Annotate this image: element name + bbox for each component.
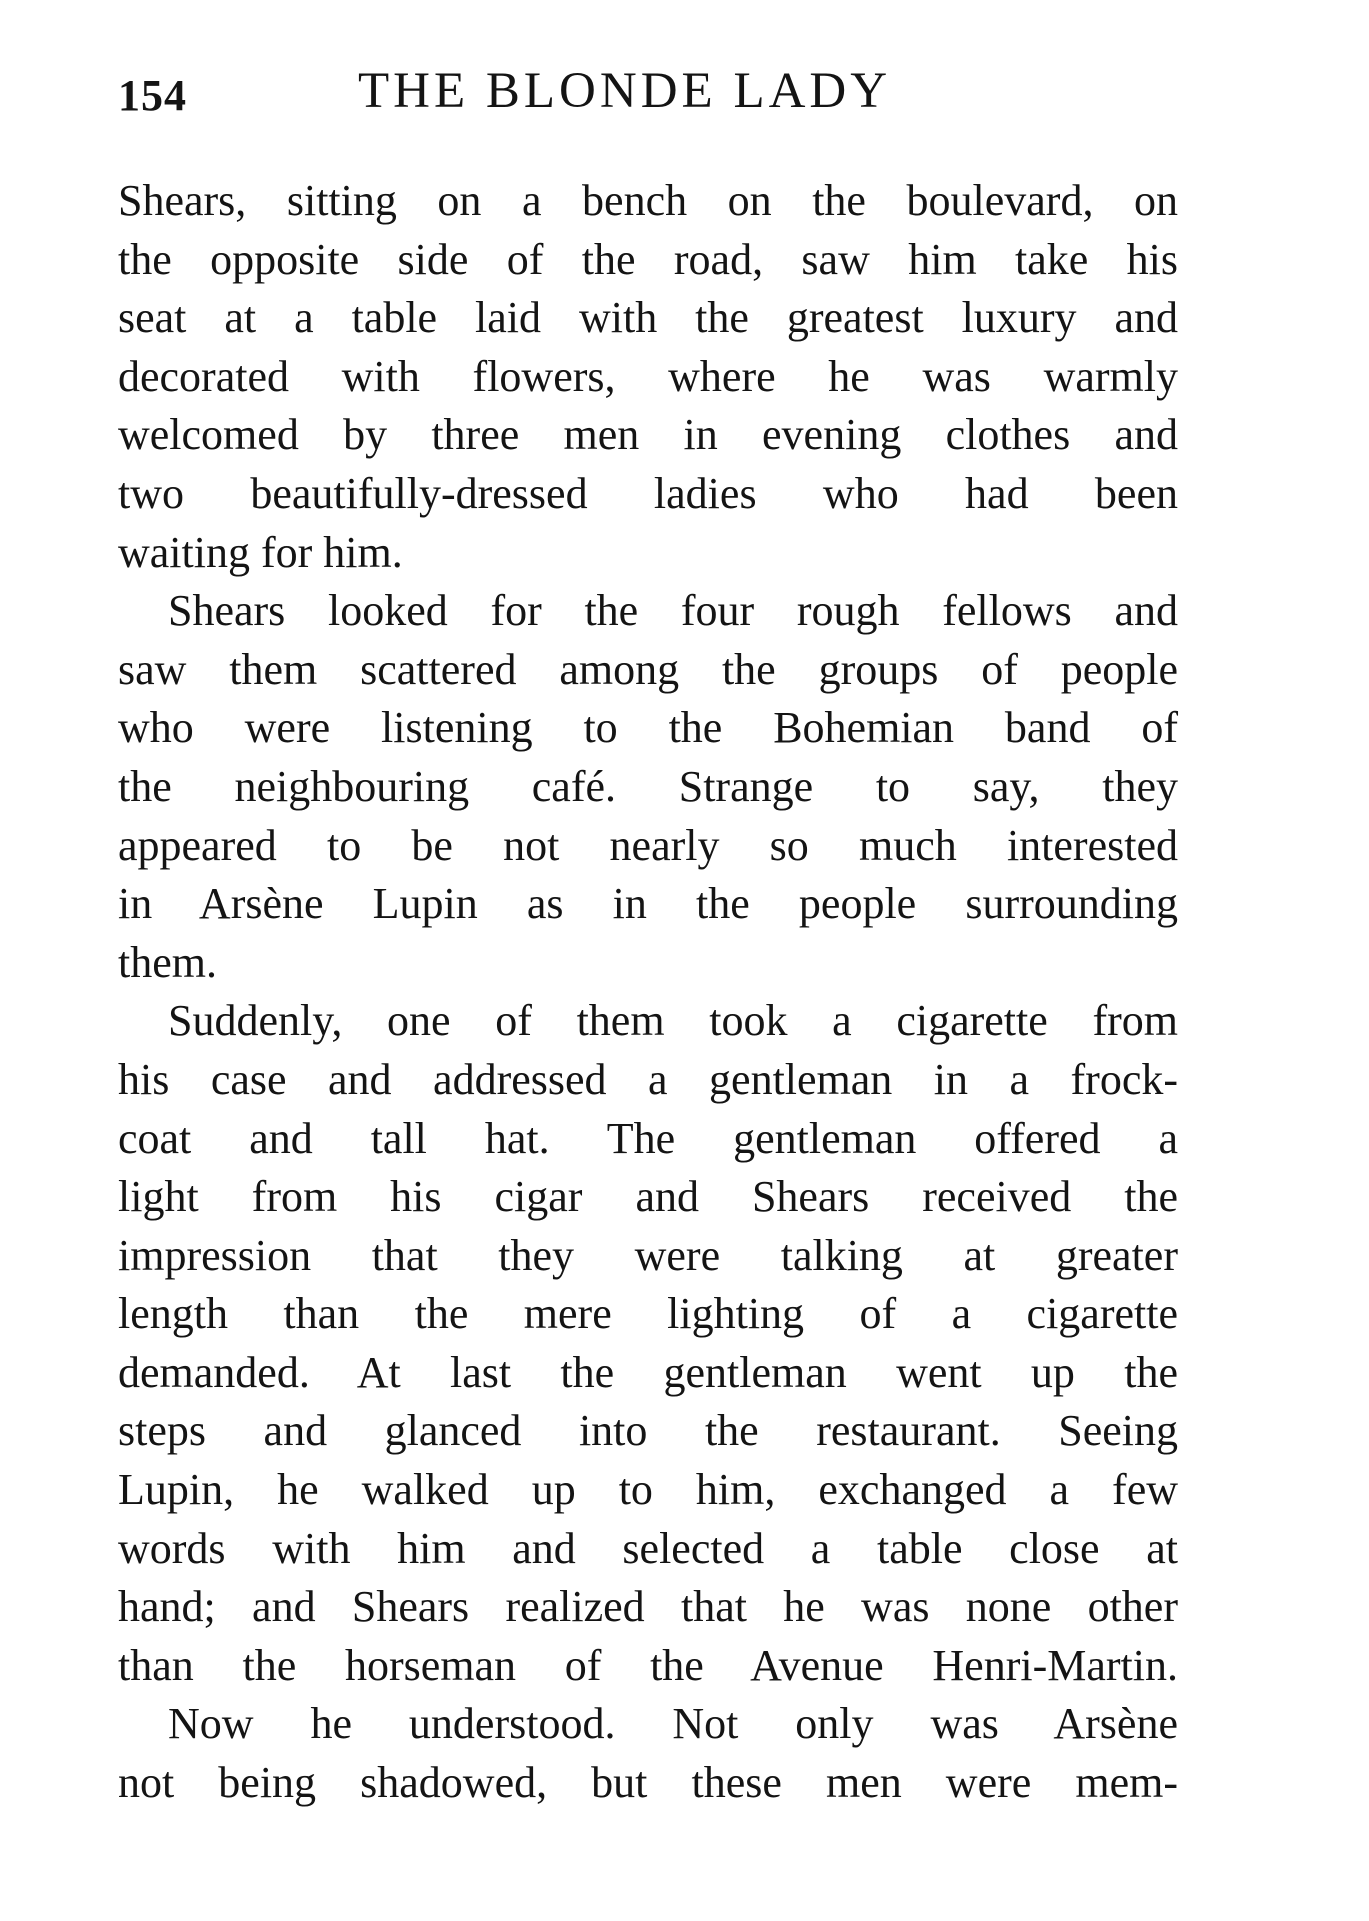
page-header bbox=[118, 62, 1178, 132]
text-line: steps and glanced into the restaurant. Seeing bbox=[118, 1406, 1178, 1456]
body-text bbox=[118, 172, 1178, 1813]
text-line: welcomed by three men in evening clothes and bbox=[118, 410, 1178, 460]
paragraph-2 bbox=[118, 582, 1178, 992]
text-line: than the horseman of the Avenue Henri-Martin. bbox=[118, 1640, 1178, 1690]
text-line: in Arsène Lupin as in the people surrounding bbox=[118, 879, 1178, 929]
text-line: not being shadowed, but these men were mem- bbox=[118, 1758, 1178, 1808]
text-line: two beautifully-dressed ladies who had been bbox=[118, 468, 1178, 518]
text-line: seat at a table laid with the greatest luxury and bbox=[118, 293, 1178, 343]
text-line: Shears looked for the four rough fellows and bbox=[168, 586, 1178, 636]
text-line: appeared to be not nearly so much interested bbox=[118, 820, 1178, 870]
text-line: hand; and Shears realized that he was none other bbox=[118, 1582, 1178, 1632]
text-line: saw them scattered among the groups of people bbox=[118, 644, 1178, 694]
text-line: them. bbox=[118, 937, 217, 987]
text-line: waiting for him. bbox=[118, 527, 403, 577]
text-line: who were listening to the Bohemian band of bbox=[118, 703, 1178, 753]
running-head: THE BLONDE LADY bbox=[358, 63, 892, 119]
text-line: his case and addressed a gentleman in a frock- bbox=[118, 1054, 1178, 1104]
text-line: words with him and selected a table close at bbox=[118, 1523, 1178, 1573]
page-number: 154 bbox=[118, 71, 187, 120]
text-line: Lupin, he walked up to him, exchanged a few bbox=[118, 1465, 1178, 1515]
text-line: Suddenly, one of them took a cigarette from bbox=[168, 996, 1178, 1046]
text-line: Now he understood. Not only was Arsène bbox=[168, 1699, 1178, 1749]
paragraph-4 bbox=[118, 1695, 1178, 1812]
text-line: impression that they were talking at greater bbox=[118, 1230, 1178, 1280]
text-line: decorated with flowers, where he was warmly bbox=[118, 351, 1178, 401]
text-line: the opposite side of the road, saw him take his bbox=[118, 234, 1178, 284]
text-line: Shears, sitting on a bench on the boulevard, on bbox=[118, 176, 1178, 225]
paragraph-3 bbox=[118, 992, 1178, 1695]
text-line: demanded. At last the gentleman went up the bbox=[118, 1347, 1178, 1397]
paragraph-1 bbox=[118, 172, 1178, 582]
text-line: length than the mere lighting of a cigarette bbox=[118, 1289, 1178, 1339]
text-line: the neighbouring café. Strange to say, they bbox=[118, 761, 1178, 811]
text-line: coat and tall hat. The gentleman offered a bbox=[118, 1113, 1178, 1163]
text-line: light from his cigar and Shears received the bbox=[118, 1172, 1178, 1222]
